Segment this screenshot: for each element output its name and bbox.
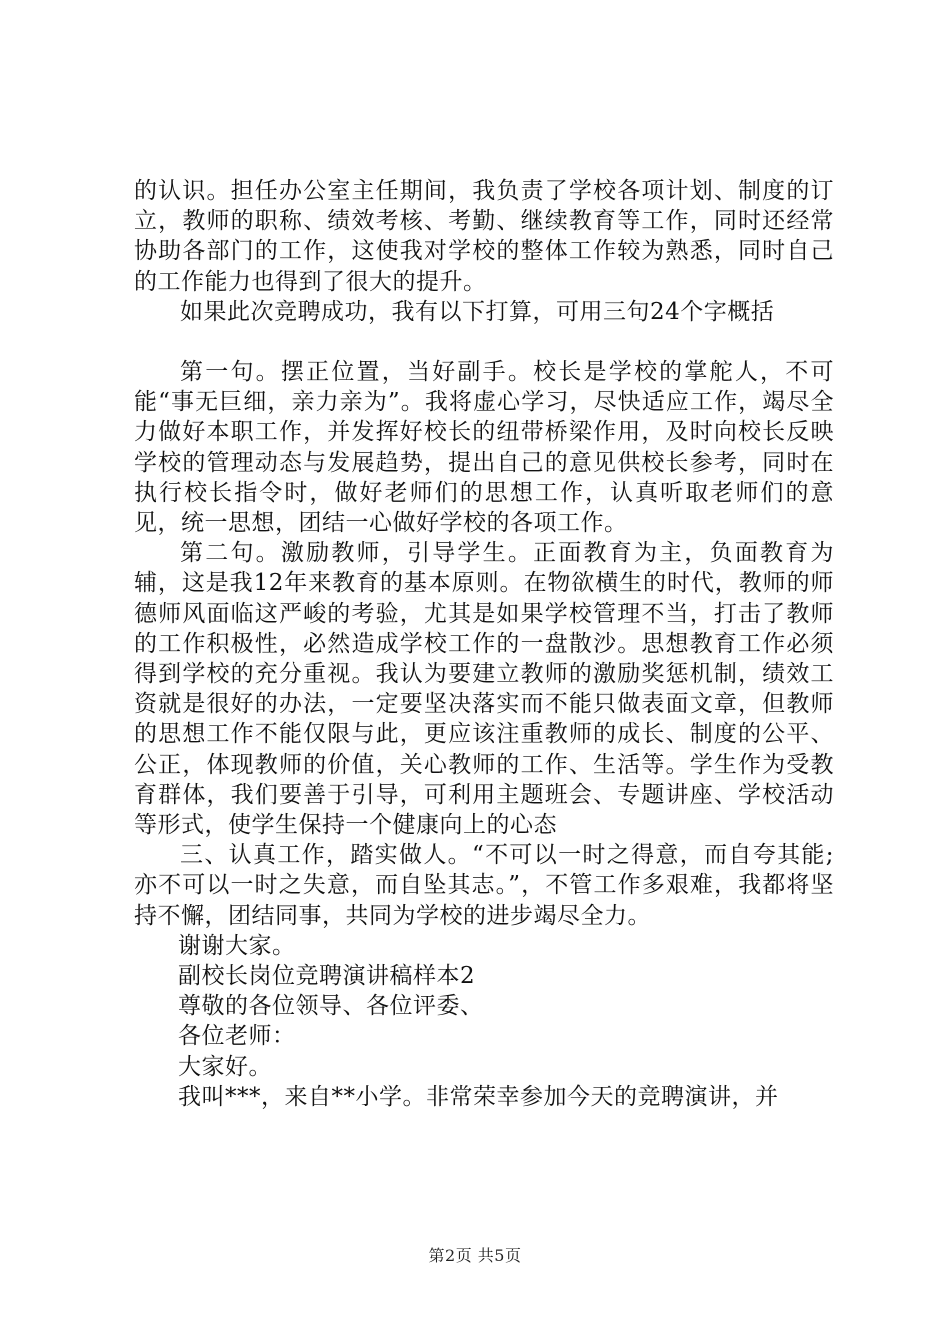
line-salutation-teachers: 各位老师： [178,1023,296,1050]
paragraph-third-point: 三、认真工作，踏实做人。“不可以一时之得意，而自夸其能;亦不可以一时之失意，而自坠其志。”，不管工作多艰难，我都将坚持不懈，团结同事，共同为学校的进步竭尽全力。 [134,842,834,929]
line-salutation-leaders: 尊敬的各位领导、各位评委、 [178,993,484,1020]
paragraph-second-point: 第二句。激励教师，引导学生。正面教育为主，负面教育为辅，这是我12年来教育的基本原则。在物欲横生的时代，教师的师德师风面临这严峻的考验，尤其是如果学校管理不当，打击了教师的工作积极性，必然造成学校工作的一盘散沙。思想教育工作必须得到学校的充分重视。我认为要建立教师的激励奖惩机制，绩效工资就是很好的办法，一定要坚决落实而不能只做表面文章，但教师的思想工作不能仅限与此，更应该注重教师的成长、制度的公平、公正，体现教师的价值，关心教师的工作、生活等。学生作为受教育群体，我们要善于引导，可利用主题班会、专题讲座、学校活动等形式，使学生保持一个健康向上的心态 [134,540,834,839]
line-greeting: 大家好。 [178,1053,272,1080]
paragraph-plan-intro: 如果此次竞聘成功，我有以下打算，可用三句24个字概括 [180,298,775,325]
line-self-intro: 我叫***，来自**小学。非常荣幸参加今天的竞聘演讲，并 [178,1083,779,1110]
page-number-footer: 第2页 共5页 [428,1246,522,1265]
paragraph-continuation: 的认识。担任办公室主任期间，我负责了学校各项计划、制度的订立，教师的职称、绩效考核、考勤、继续教育等工作，同时还经常协助各部门的工作，这使我对学校的整体工作较为熟悉，同时自己的工作能力也得到了很大的提升。 [134,178,834,295]
line-thanks: 谢谢大家。 [178,932,296,959]
paragraph-first-point: 第一句。摆正位置，当好副手。校长是学校的掌舵人，不可能“事无巨细，亲力亲为”。我将虚心学习，尽快适应工作，竭尽全力做好本职工作，并发挥好校长的纽带桥梁作用，及时向校长反映学校的管理动态与发展趋势，提出自己的意见供校长参考，同时在执行校长指令时，做好老师们的思想工作，认真听取老师们的意见，统一思想，团结一心做好学校的各项工作。 [134,359,834,537]
document-body [134,176,834,1112]
line-sample-title: 副校长岗位竞聘演讲稿样本2 [178,963,476,990]
